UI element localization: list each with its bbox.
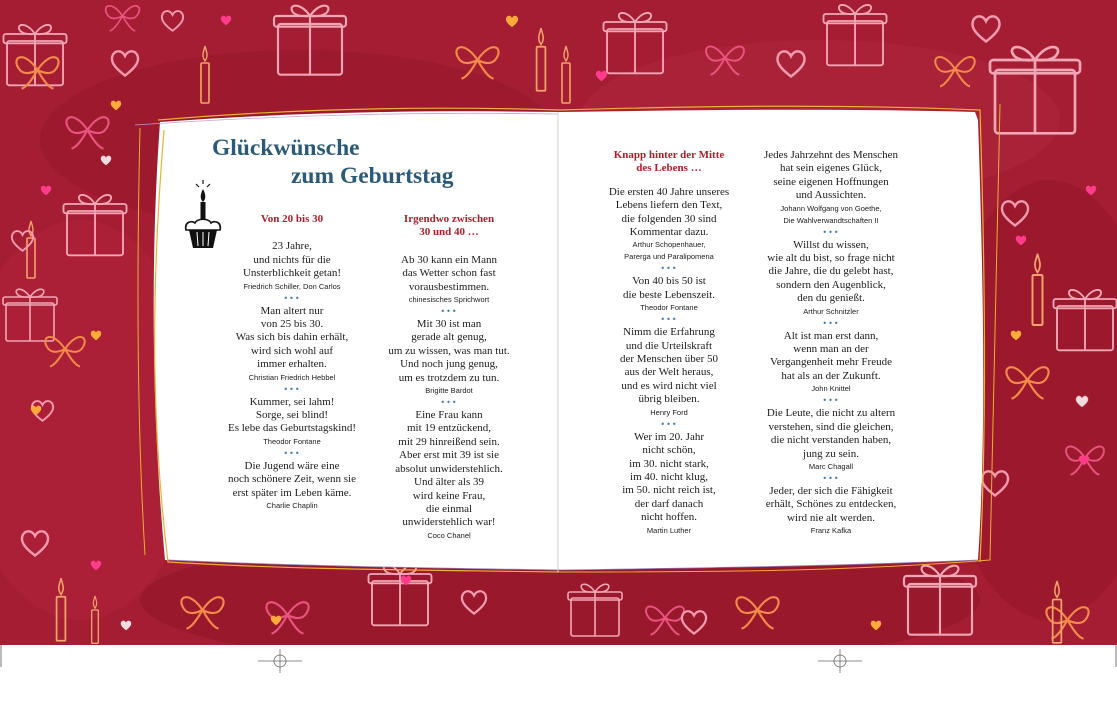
separator-dots: ••• [660,315,678,325]
quote-text: Man altert nur von 25 bis 30. Was sich bis dahin erhält, wird sich wohl auf immer erhalten. [235,304,349,371]
quote-text: Eine Frau kann mit 19 entzückend, mit 29 hinreißend sein. Aber erst mit 39 ist sie absolut unwiderstehlich. Und älter als 39 wird keine Frau, die einmal unwiderstehlich war! [395,409,503,529]
separator-dots: ••• [660,264,678,274]
quote-text: Von 40 bis 50 ist die beste Lebenszeit. [623,275,715,301]
crop-mark-left-icon [258,649,302,673]
quote-text: Nimm die Erfahrung und die Urteilskraft der Menschen über 50 aus der Welt heraus, und es wird nicht viel übrig bleiben. [619,326,719,406]
separator-dots: ••• [822,473,840,483]
quote-text: Alt ist man erst dann, wenn man an der Vergangenheit mehr Freude hat als an der Zukunft. [770,329,892,382]
column-heading: Von 20 bis 30 [260,213,324,225]
quote-text: Willst du wissen, wie alt du bist, so frage nicht die Jahre, die du gelebt hast, sondern den Augenblick, den du genießt. [767,238,895,305]
column-heading: Irgendwo zwischen 30 und 40 … [403,213,495,239]
quote-author: Johann Wolfgang von Goethe, Die Wahlverwandtschaften II [780,203,882,225]
quote-author: Arthur Schopenhauer, Parerga und Paralipomena [624,240,714,262]
page-title [212,134,472,190]
title-line-1: Glückwünsche [212,135,360,161]
quote-author: Theodor Fontane [263,436,321,446]
quote-author: Martin Luther [646,525,692,535]
separator-dots: ••• [283,293,301,303]
quote-column-3 [584,149,754,537]
quote-author: Arthur Schnitzler [803,306,859,316]
separator-dots: ••• [283,384,301,394]
quote-author: Coco Chanel [427,530,471,540]
quote-column-4 [747,149,915,537]
quote-text: Mit 30 ist man gerade alt genug, um zu wissen, was man tut. Und noch jung genug, um es trotzdem zu tun. [388,318,510,384]
crop-mark-right-icon [818,649,862,673]
separator-dots: ••• [440,307,458,317]
quote-text: Die ersten 40 Jahre unseres Lebens liefern den Text, die folgenden 30 sind Kommentar dazu. [608,185,730,239]
quote-author: Friedrich Schiller, Don Carlos [243,281,341,291]
quote-text: Ab 30 kann ein Mann das Wetter schon fast vorausbestimmen. [401,253,497,293]
quote-author: Franz Kafka [810,526,852,536]
print-trim-area [0,645,1117,720]
separator-dots: ••• [822,227,840,237]
separator-dots: ••• [822,396,840,406]
separator-dots: ••• [822,318,840,328]
quote-author: John Knittel [811,384,851,394]
separator-dots: ••• [660,419,678,429]
quote-column-1 [224,213,360,512]
quote-author: Charlie Chaplin [266,501,318,511]
quote-text: 23 Jahre, und nichts für die Unsterblichkeit getan! [242,240,342,280]
quote-text: Jedes Jahrzehnt des Menschen hat sein eigenes Glück, seine eigenen Hoffnungen und Aussichten. [763,149,899,202]
quote-text: Jeder, der sich die Fähigkeit erhält, Schönes zu entdecken, wird nie alt werden. [765,484,897,524]
quote-author: Theodor Fontane [640,303,698,313]
quote-author: Henry Ford [650,407,688,417]
quote-text: Wer im 20. Jahr nicht schön, im 30. nicht stark, im 40. nicht klug, im 50. nicht reich ist, der darf danach nicht hoffen. [622,430,716,524]
separator-dots: ••• [283,448,301,458]
title-line-2: zum Geburtstag [291,163,454,189]
quote-author: Marc Chagall [808,461,854,471]
separator-dots: ••• [440,398,458,408]
quote-author: Christian Friedrich Hebbel [248,372,336,382]
quote-text: Die Jugend wäre eine noch schönere Zeit, wenn sie erst später im Leben käme. [228,459,356,499]
column-heading: Knapp hinter der Mitte des Lebens … [613,149,725,175]
quote-text: Kummer, sei lahm! Sorge, sei blind! Es lebe das Geburtstagskind! [228,395,356,435]
quote-author: Brigitte Bardot [425,386,473,396]
birthday-cupcake-icon [180,178,226,254]
quote-text: Die Leute, die nicht zu altern verstehen, sind die gleichen, die nicht verstanden haben, jung zu sein. [766,407,896,460]
quote-author: chinesisches Sprichwort [408,295,490,305]
quote-column-2 [379,213,519,542]
